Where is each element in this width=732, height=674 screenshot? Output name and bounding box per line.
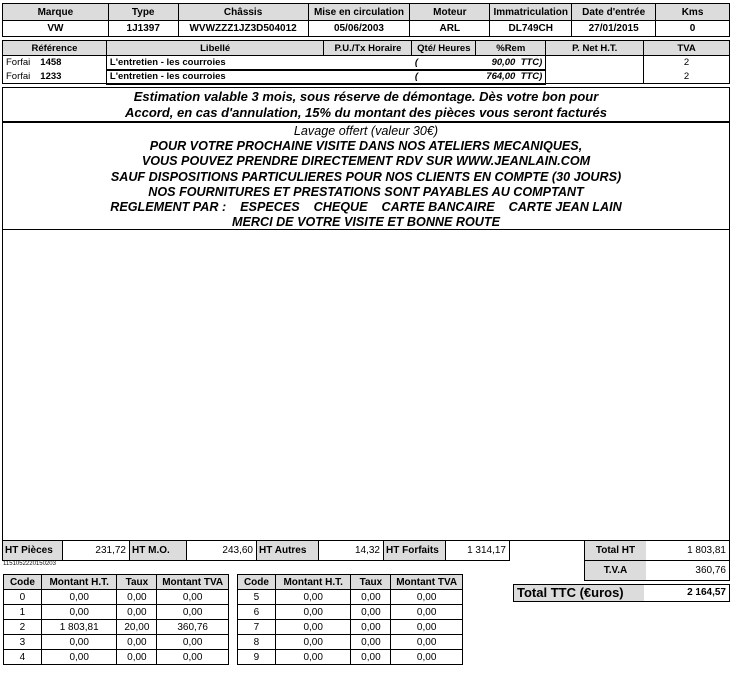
tva-table-right [237,574,463,665]
tva-code: 7 [238,620,276,635]
tva-montant-tva: 0,00 [391,650,463,665]
tva-montant-tva: 0,00 [157,650,229,665]
header-chassis: Châssis [178,4,308,21]
header-reference: Référence [3,41,107,56]
tva-montant-ht: 0,00 [275,590,351,605]
line-reference [3,56,107,70]
tva-row [4,620,229,635]
tva-montant-ht: 0,00 [275,605,351,620]
tva-code: 6 [238,605,276,620]
line-label: L'entretien - les courroies [106,70,411,84]
footer-line: POUR VOTRE PROCHAINE VISITE DANS NOS ATELIERS MECANIQUES, [149,139,583,154]
estimate-line: Accord, en cas d'annulation, 15% du montant des pièces vous seront facturés [124,105,608,120]
tva-right-body [238,590,463,665]
tva-row [238,650,463,665]
blank-area [2,230,730,540]
header-kms: Kms [656,4,730,21]
vehicle-value-row [3,21,730,37]
ht-mo-label: HT M.O. [130,541,187,561]
tva-montant-ht: 0,00 [41,650,117,665]
total-ht-label: Total HT [584,541,646,560]
tva-code: 1 [4,605,42,620]
tva-taux: 0,00 [117,650,157,665]
line-open-paren: ( [412,70,476,84]
value-chassis: WVWZZZ1JZ3D504012 [178,21,308,37]
tva-taux: 0,00 [117,605,157,620]
tva-header-code: Code [4,575,42,590]
value-kms: 0 [656,21,730,37]
line-open-paren: ( [412,56,476,70]
tva-row [238,590,463,605]
line-ref-number: 1233 [40,70,62,82]
total-ttc-value: 2 164,57 [687,587,726,598]
line-p-net [546,70,644,84]
tva-montant-tva: 0,00 [391,635,463,650]
tva-code: 3 [4,635,42,650]
tva-left-body [4,590,229,665]
footer-line: NOS FOURNITURES ET PRESTATIONS SONT PAYABLES AU COMPTANT [148,184,584,199]
tva-montant-tva: 0,00 [157,635,229,650]
tva-montant-tva: 0,00 [391,605,463,620]
ht-forfaits-label: HT Forfaits [384,541,446,561]
tva-taux: 20,00 [117,620,157,635]
line-ttc-label: TTC) [520,56,543,68]
estimate-notice [2,87,730,123]
total-ht-value: 1 803,81 [687,545,726,556]
ht-forfaits-value: 1 314,17 [446,541,510,561]
header-pu-tx-horaire: P.U./Tx Horaire [324,41,412,56]
totals-box [584,541,730,581]
tva-montant-tva: 360,76 [157,620,229,635]
footer-line: SAUF DISPOSITIONS PARTICULIERES POUR NOS CLIENTS EN COMPTE (30 JOURS) [110,169,622,184]
tva-montant-tva: 0,00 [157,605,229,620]
line-type: Forfai [6,70,31,82]
tva-row [4,635,229,650]
line-tva: 2 [644,56,730,70]
header-immatriculation: Immatriculation [490,4,572,21]
tva-code: 5 [238,590,276,605]
tva-montant-ht: 0,00 [275,650,351,665]
ht-mo-value: 243,60 [187,541,257,561]
ht-autres-value: 14,32 [319,541,384,561]
tva-total-value: 360,76 [695,565,726,576]
value-date-entree: 27/01/2015 [572,21,656,37]
line-amount: 90,00 [491,56,516,68]
line-ref-number: 1458 [40,57,62,69]
tva-header-montant-tva: Montant TVA [157,575,229,590]
tva-code: 9 [238,650,276,665]
line-p-net [546,56,644,70]
tva-row [4,590,229,605]
tva-header-montant-tva: Montant TVA [391,575,463,590]
line-ttc-amount [476,56,546,70]
footer-line: VOUS POUVEZ PRENDRE DIRECTEMENT RDV SUR WWW.JEANLAIN.COM [141,154,591,169]
tva-taux: 0,00 [117,635,157,650]
ht-pieces-value: 231,72 [63,541,130,561]
footer-notice [2,123,730,230]
value-mise-en-circulation: 05/06/2003 [308,21,410,37]
tva-header-taux: Taux [351,575,391,590]
header-qte-heures: Qté/ Heures [412,41,476,56]
value-moteur: ARL [410,21,490,37]
tva-header-montant-ht: Montant H.T. [41,575,117,590]
header-type: Type [108,4,178,21]
line-ttc-amount [476,70,546,84]
header-date-entree: Date d'entrée [572,4,656,21]
vehicle-header-row [3,4,730,21]
header-rem: %Rem [476,41,546,56]
tva-header-row [238,575,463,590]
tva-row [238,620,463,635]
tva-montant-ht: 0,00 [275,635,351,650]
tva-taux: 0,00 [351,605,391,620]
vehicle-table [2,3,730,37]
tva-taux: 0,00 [351,590,391,605]
tva-code: 4 [4,650,42,665]
line-item-row [3,70,730,84]
tva-montant-tva: 0,00 [391,590,463,605]
estimate-line: Estimation valable 3 mois, sous réserve de démontage. Dès votre bon pour [133,89,599,104]
header-libelle: Libellé [106,41,324,56]
total-ttc-label: Total TTC (€uros) [514,585,644,601]
line-amount: 764,00 [486,71,516,82]
tva-taux: 0,00 [351,650,391,665]
total-ttc-box [513,584,730,602]
tva-montant-tva: 0,00 [157,590,229,605]
document-code: 1151052220150203 [3,561,56,567]
tva-row [4,650,229,665]
header-tva: TVA [644,41,730,56]
tva-taux: 0,00 [117,590,157,605]
tva-montant-ht: 0,00 [41,590,117,605]
tva-header-montant-ht: Montant H.T. [275,575,351,590]
tva-code: 2 [4,620,42,635]
header-p-net-ht: P. Net H.T. [546,41,644,56]
tva-montant-ht: 0,00 [275,620,351,635]
value-immatriculation: DL749CH [490,21,572,37]
value-marque: VW [3,21,109,37]
tva-taux: 0,00 [351,620,391,635]
tva-montant-ht: 0,00 [41,635,117,650]
tva-montant-ht: 1 803,81 [41,620,117,635]
line-tva: 2 [644,70,730,84]
tva-header-code: Code [238,575,276,590]
tva-montant-ht: 0,00 [41,605,117,620]
ht-autres-label: HT Autres [257,541,319,561]
line-type: Forfai [6,57,31,69]
tva-table-left [3,574,229,665]
lavage-offer: Lavage offert (valeur 30€) [293,124,439,138]
footer-line: MERCI DE VOTRE VISITE ET BONNE ROUTE [232,215,500,230]
line-items-table [2,40,730,85]
ht-pieces-label: HT Pièces [3,541,63,561]
header-marque: Marque [3,4,109,21]
tva-header-row [4,575,229,590]
tva-total-label: T.V.A [584,561,646,580]
value-type: 1J1397 [108,21,178,37]
tva-row [238,605,463,620]
tva-row [238,635,463,650]
header-mise-en-circulation: Mise en circulation [308,4,410,21]
tva-taux: 0,00 [351,635,391,650]
tva-row [4,605,229,620]
header-moteur: Moteur [410,4,490,21]
line-reference [3,70,107,84]
line-ttc-label: TTC) [520,71,543,82]
line-label: L'entretien - les courroies [106,56,411,70]
line-item-row [3,56,730,70]
line-items-header-row [3,41,730,56]
tva-header-taux: Taux [117,575,157,590]
tva-code: 0 [4,590,42,605]
tva-code: 8 [238,635,276,650]
payment-methods: REGLEMENT PAR : ESPECES CHEQUE CARTE BANCAIRE CARTE JEAN LAIN [110,200,622,215]
tva-montant-tva: 0,00 [391,620,463,635]
